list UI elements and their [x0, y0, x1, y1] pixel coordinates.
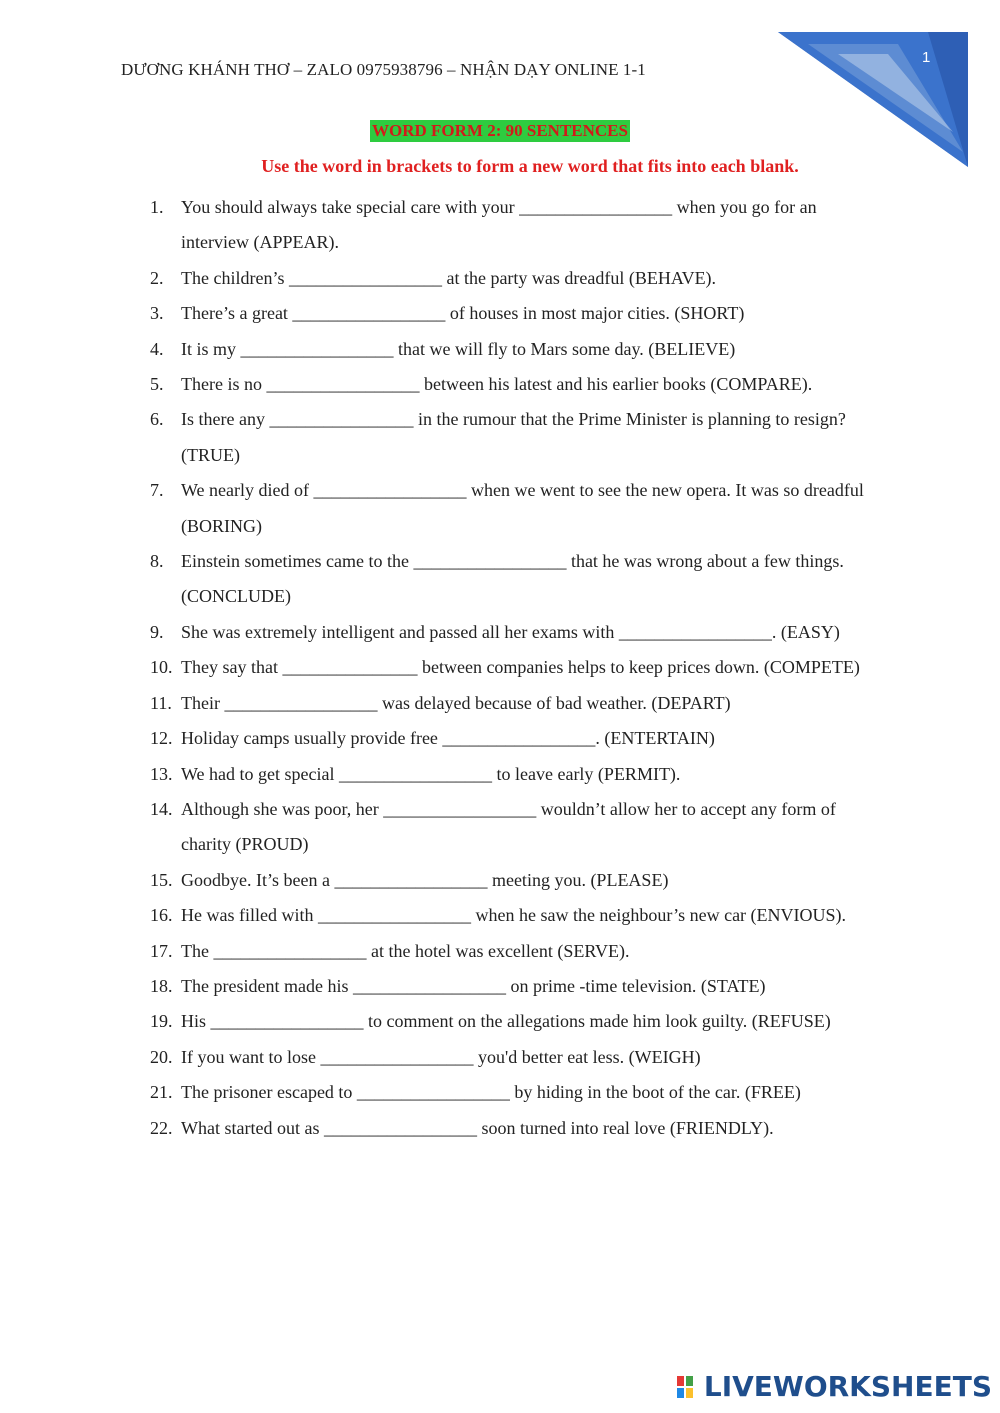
question-item [150, 615, 880, 650]
question-number: 10. [150, 657, 173, 678]
question-number: 18. [150, 975, 173, 996]
question-item [150, 190, 880, 261]
question-item [150, 898, 880, 933]
question-text: He was filled with _________________ when he saw the neighbour’s new car (ENVIOUS). [181, 905, 847, 926]
question-number: 4. [150, 338, 164, 359]
question-text: Although she was poor, her _________________ wouldn’t allow her to accept any form of charity (PROUD) [181, 798, 836, 855]
question-number: 22. [150, 1117, 173, 1138]
question-item [150, 969, 880, 1004]
question-item [150, 402, 880, 473]
question-text: The president made his _________________ on prime -time television. (STATE) [181, 975, 766, 996]
question-number: 14. [150, 798, 173, 819]
question-item [150, 650, 880, 685]
question-number: 20. [150, 1046, 173, 1067]
question-number: 16. [150, 905, 173, 926]
question-item [150, 686, 880, 721]
question-item [150, 934, 880, 969]
question-number: 21. [150, 1082, 173, 1103]
liveworksheets-logo[interactable] [676, 1370, 992, 1403]
question-text: The prisoner escaped to _________________ by hiding in the boot of the car. (FREE) [181, 1082, 801, 1103]
question-number: 9. [150, 621, 164, 642]
question-number: 15. [150, 869, 173, 890]
question-number: 1. [150, 197, 164, 217]
question-number: 7. [150, 480, 164, 501]
worksheet-title: WORD FORM 2: 90 SENTENCES [372, 121, 628, 140]
question-item [150, 792, 880, 863]
logo-text: LIVEWORKSHEETS [703, 1370, 992, 1403]
instruction-text: Use the word in brackets to form a new word that fits into each blank. [261, 156, 799, 176]
question-text: She was extremely intelligent and passed all her exams with _________________. (EASY) [181, 621, 840, 642]
page-number: 1 [922, 49, 931, 66]
question-text: Their _________________ was delayed because of bad weather. (DEPART) [181, 692, 731, 713]
question-number: 13. [150, 763, 173, 784]
question-item [150, 1004, 880, 1039]
question-number: 8. [150, 551, 164, 572]
header-text: DƯƠNG KHÁNH THƠ – ZALO 0975938796 – NHẬN DẠY ONLINE 1-1 [121, 60, 646, 79]
question-number: 19. [150, 1011, 173, 1032]
question-item [150, 757, 880, 792]
question-text: Holiday camps usually provide free _________________. (ENTERTAIN) [181, 728, 715, 749]
question-item [150, 1111, 880, 1146]
question-text: Goodbye. It’s been a _________________ meeting you. (PLEASE) [181, 869, 669, 890]
question-number: 2. [150, 267, 164, 288]
question-item [150, 1075, 880, 1110]
question-text: His _________________ to comment on the allegations made him look guilty. (REFUSE) [181, 1011, 831, 1032]
page-corner-decoration [778, 32, 968, 167]
question-text: They say that _______________ between companies helps to keep prices down. (COMPETE) [181, 657, 860, 678]
question-text: We nearly died of _________________ when we went to see the new opera. It was so dreadful (BORING) [181, 480, 864, 536]
question-item [150, 544, 880, 615]
question-text: It is my _________________ that we will fly to Mars some day. (BELIEVE) [181, 338, 736, 359]
question-text: Einstein sometimes came to the _________________ that he was wrong about a few things. (CONCLUDE) [181, 551, 844, 607]
question-text: Is there any ________________ in the rumour that the Prime Minister is planning to resign? (TRUE) [181, 409, 846, 465]
question-item [150, 473, 880, 544]
question-item [150, 261, 880, 296]
logo-icon [676, 1374, 702, 1400]
question-text: The children’s _________________ at the party was dreadful (BEHAVE). [181, 267, 717, 288]
question-number: 5. [150, 374, 164, 395]
question-text: The _________________ at the hotel was excellent (SERVE). [181, 940, 630, 961]
question-number: 3. [150, 303, 164, 324]
question-item [150, 863, 880, 898]
question-item [150, 721, 880, 756]
question-text: If you want to lose _________________ you'd better eat less. (WEIGH) [181, 1046, 701, 1067]
question-item [150, 296, 880, 331]
question-text: You should always take special care with your _________________ when you go for an interview (APPEAR). [181, 197, 817, 253]
question-item [150, 332, 880, 367]
question-text: There’s a great _________________ of houses in most major cities. (SHORT) [181, 303, 745, 324]
question-number: 6. [150, 409, 164, 430]
question-text: There is no _________________ between his latest and his earlier books (COMPARE). [181, 374, 813, 395]
question-list [150, 190, 880, 1146]
question-number: 17. [150, 940, 173, 961]
question-text: We had to get special _________________ to leave early (PERMIT). [181, 763, 681, 784]
question-text: What started out as _________________ soon turned into real love (FRIENDLY). [181, 1117, 774, 1138]
question-number: 11. [150, 692, 172, 713]
question-number: 12. [150, 728, 173, 749]
question-item [150, 367, 880, 402]
question-item [150, 1040, 880, 1075]
